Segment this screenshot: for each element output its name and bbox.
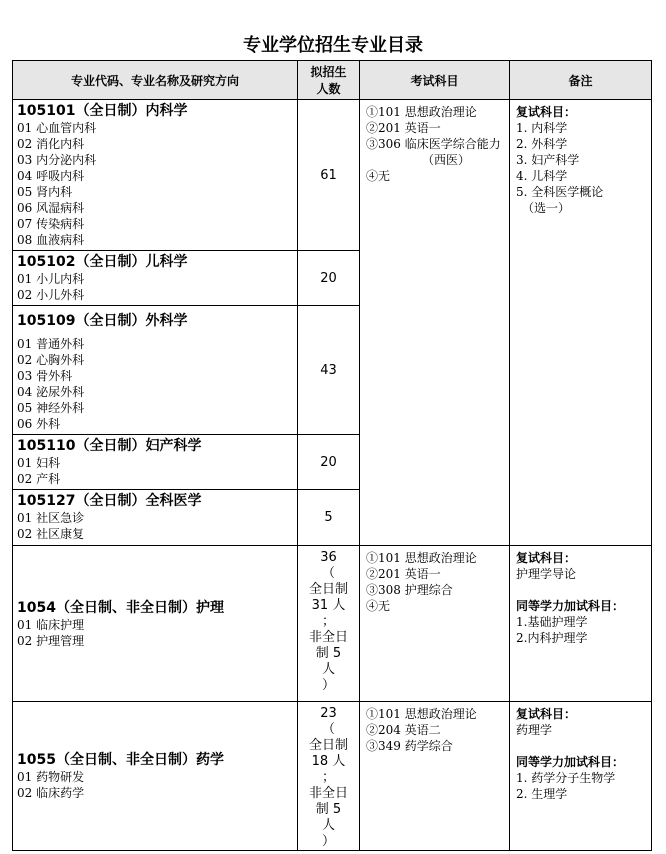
exam-cell <box>360 702 510 851</box>
exam-line: ④无 <box>366 169 391 183</box>
header-count-line2: 人数 <box>316 82 341 96</box>
direction: 02 消化内科 <box>17 137 85 151</box>
direction: 02 临床药学 <box>17 786 85 800</box>
count-line: 非全日 <box>308 786 348 801</box>
direction: 04 呼吸内科 <box>17 169 85 183</box>
count-line: 非全日 <box>308 630 348 645</box>
program-code: 105101（全日制）内科学 <box>17 103 188 119</box>
note-line: 2. 外科学 <box>516 137 568 151</box>
direction: 07 传染病科 <box>17 217 85 231</box>
header-program: 专业代码、专业名称及研究方向 <box>13 61 298 100</box>
note-line: 药理学 <box>516 723 553 737</box>
count-line: 人 <box>321 662 335 677</box>
count-line: 18 人 <box>311 754 346 769</box>
direction: 06 外科 <box>17 417 61 431</box>
count-line: ； <box>321 770 335 785</box>
direction: 02 产科 <box>17 472 61 486</box>
note-line: 1. 药学分子生物学 <box>516 771 616 785</box>
exam-line: ②201 英语一 <box>366 567 441 581</box>
notes-cell <box>510 100 652 546</box>
program-code: 105110（全日制）妇产科学 <box>17 438 202 454</box>
catalog-table <box>12 60 652 851</box>
note-line: （选一） <box>522 201 571 215</box>
count-line: （ <box>321 722 335 737</box>
direction: 02 护理管理 <box>17 633 85 648</box>
exam-line: ④无 <box>366 599 391 613</box>
program-code: 105102（全日制）儿科学 <box>17 254 188 270</box>
header-count <box>298 61 360 100</box>
direction: 02 小儿外科 <box>17 288 85 302</box>
exam-line: ③306 临床医学综合能力 <box>366 137 501 151</box>
count-line: 31 人 <box>311 598 346 613</box>
program-cell <box>13 100 298 251</box>
direction: 01 妇科 <box>17 456 61 470</box>
program-cell <box>13 702 298 851</box>
note-heading: 复试科目： <box>516 707 577 721</box>
direction: 03 骨外科 <box>17 369 73 383</box>
note-line: 3. 妇产科学 <box>516 153 580 167</box>
count-line: 制 5 <box>315 802 342 817</box>
count-cell <box>298 546 360 702</box>
program-cell <box>13 306 298 435</box>
count-line: ） <box>321 678 335 693</box>
header-count-line1: 拟招生 <box>310 65 347 79</box>
header-row <box>13 61 652 100</box>
note-line: 1. 内科学 <box>516 121 568 135</box>
program-code: 105127（全日制）全科医学 <box>17 493 202 509</box>
note-heading: 同等学力加试科目： <box>516 599 625 613</box>
exam-line: ②201 英语一 <box>366 121 441 135</box>
exam-cell <box>360 100 510 546</box>
program-code: 1055（全日制、非全日制）药学 <box>17 752 224 768</box>
count-line: ； <box>321 614 335 629</box>
count-cell: 20 <box>298 435 360 490</box>
note-heading: 复试科目： <box>516 551 577 565</box>
count-line: 36 <box>320 550 337 565</box>
program-cell <box>13 435 298 490</box>
direction: 01 药物研发 <box>17 770 85 784</box>
note-heading: 同等学力加试科目： <box>516 755 625 769</box>
exam-line: ①101 思想政治理论 <box>366 105 477 119</box>
note-line: 2. 生理学 <box>516 787 568 801</box>
exam-line: ①101 思想政治理论 <box>366 551 477 565</box>
page-title: 专业学位招生专业目录 <box>243 35 423 56</box>
program-code: 1054（全日制、非全日制）护理 <box>17 599 224 616</box>
count-line: ） <box>321 834 335 849</box>
direction: 04 泌尿外科 <box>17 385 85 399</box>
direction: 08 血液病科 <box>17 233 85 247</box>
direction: 01 心血管内科 <box>17 121 97 135</box>
count-line: 全日制 <box>308 582 348 597</box>
count-line: 人 <box>321 818 335 833</box>
count-cell: 61 <box>298 100 360 251</box>
exam-cell <box>360 546 510 702</box>
note-line: 护理学导论 <box>516 567 577 581</box>
header-exam: 考试科目 <box>360 61 510 100</box>
direction: 05 肾内科 <box>17 185 73 199</box>
note-line: 1.基础护理学 <box>516 615 588 629</box>
count-cell <box>298 702 360 851</box>
exam-line: ③308 护理综合 <box>366 583 453 597</box>
program-cell <box>13 251 298 306</box>
note-heading: 复试科目： <box>516 105 577 119</box>
direction: 01 社区急诊 <box>17 511 85 525</box>
notes-cell <box>510 546 652 702</box>
program-code: 105109（全日制）外科学 <box>17 313 188 329</box>
direction: 03 内分泌内科 <box>17 153 97 167</box>
direction: 01 小儿内科 <box>17 272 85 286</box>
direction: 02 社区康复 <box>17 527 85 541</box>
count-cell: 5 <box>298 490 360 546</box>
table-row <box>13 100 652 251</box>
direction: 02 心胸外科 <box>17 353 85 367</box>
exam-line: ①101 思想政治理论 <box>366 707 477 721</box>
table-row <box>13 546 652 702</box>
notes-cell <box>510 702 652 851</box>
count-line: 23 <box>320 706 337 721</box>
program-cell <box>13 490 298 546</box>
table-row <box>13 702 652 851</box>
note-line: 2.内科护理学 <box>516 631 588 645</box>
exam-line: ②204 英语二 <box>366 723 441 737</box>
note-line: 5. 全科医学概论 <box>516 185 604 199</box>
count-line: （ <box>321 566 335 581</box>
direction: 01 临床护理 <box>17 617 85 632</box>
program-cell <box>13 546 298 702</box>
header-notes: 备注 <box>510 61 652 100</box>
direction: 06 风湿病科 <box>17 201 85 215</box>
count-cell: 20 <box>298 251 360 306</box>
exam-line: （西医） <box>422 153 471 167</box>
direction: 01 普通外科 <box>17 337 85 351</box>
count-line: 全日制 <box>308 738 348 753</box>
note-line: 4. 儿科学 <box>516 169 568 183</box>
count-line: 制 5 <box>315 646 342 661</box>
exam-line: ③349 药学综合 <box>366 739 453 753</box>
count-cell: 43 <box>298 306 360 435</box>
direction: 05 神经外科 <box>17 401 85 415</box>
